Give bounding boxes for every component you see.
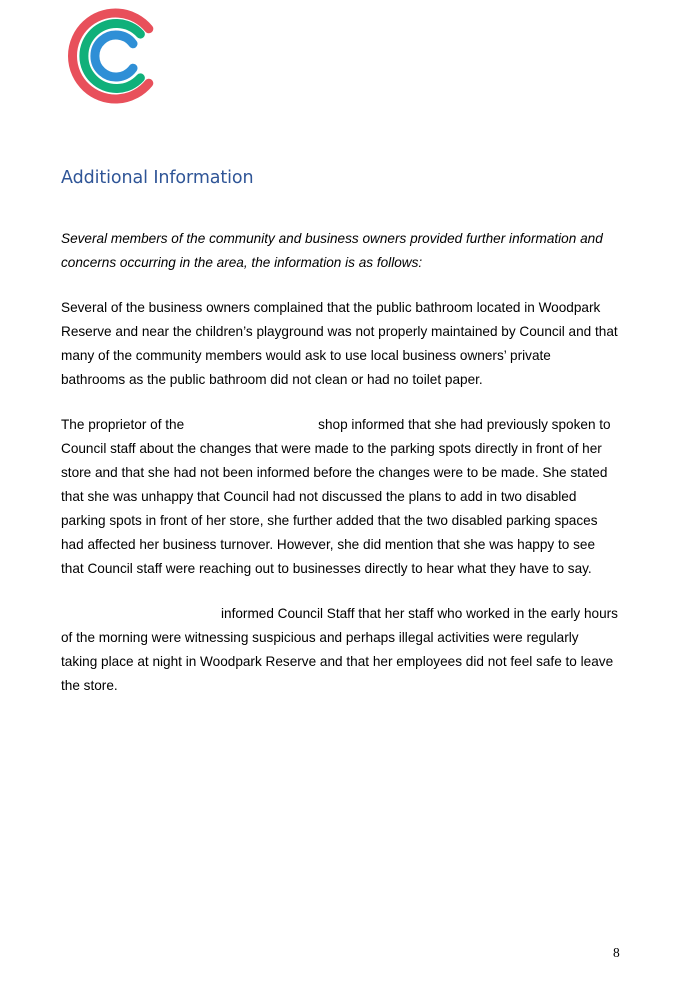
intro-paragraph	[61, 227, 631, 275]
first-line-end: informed Council Staff that her staff who worked in the early hours	[221, 606, 618, 621]
paragraph-line: that she was unhappy that Council had not discussed the plans to add in two disabled	[61, 489, 577, 504]
safety-paragraph	[61, 602, 631, 698]
logo-inner-arc	[95, 35, 133, 77]
paragraph-line: parking spots in front of her store, she further added that the two disabled parking spaces	[61, 513, 598, 528]
redacted-business-name	[184, 415, 318, 429]
paragraph-line: Council staff about the changes that were made to the parking spots directly in front of her	[61, 441, 602, 456]
paragraph-line: the store.	[61, 678, 118, 693]
intro-line: concerns occurring in the area, the information is as follows:	[61, 255, 423, 270]
paragraph-line: bathrooms as the public bathroom did not clean or had no toilet paper.	[61, 372, 483, 387]
paragraph-line: many of the community members would ask to use local business owners’ private	[61, 348, 551, 363]
parking-paragraph	[61, 413, 631, 581]
first-line-start: The proprietor of the	[61, 417, 185, 432]
paragraph-line: store and that she had not been informed before the changes were to be made. She stated	[61, 465, 608, 480]
section-heading: Additional Information	[61, 168, 254, 188]
paragraph-line	[61, 602, 631, 626]
paragraph-line: Reserve and near the children’s playground was not properly maintained by Council and that	[61, 324, 618, 339]
paragraph-line	[61, 413, 631, 437]
council-logo-icon	[66, 6, 162, 106]
bathroom-complaint-paragraph	[61, 296, 631, 392]
paragraph-line: of the morning were witnessing suspicious and perhaps illegal activities were regularly	[61, 630, 579, 645]
paragraph-line: that Council staff were reaching out to businesses directly to hear what they have to say.	[61, 561, 592, 576]
paragraph-line: Several of the business owners complained that the public bathroom located in Woodpark	[61, 300, 601, 315]
page-number: 8	[613, 945, 620, 960]
first-line-end: shop informed that she had previously spoken to	[318, 417, 611, 432]
paragraph-line: had affected her business turnover. However, she did mention that she was happy to see	[61, 537, 596, 552]
redacted-business-name	[61, 604, 221, 618]
intro-line: Several members of the community and business owners provided further information and	[61, 231, 603, 246]
paragraph-line: taking place at night in Woodpark Reserve and that her employees did not feel safe to leave	[61, 654, 614, 669]
